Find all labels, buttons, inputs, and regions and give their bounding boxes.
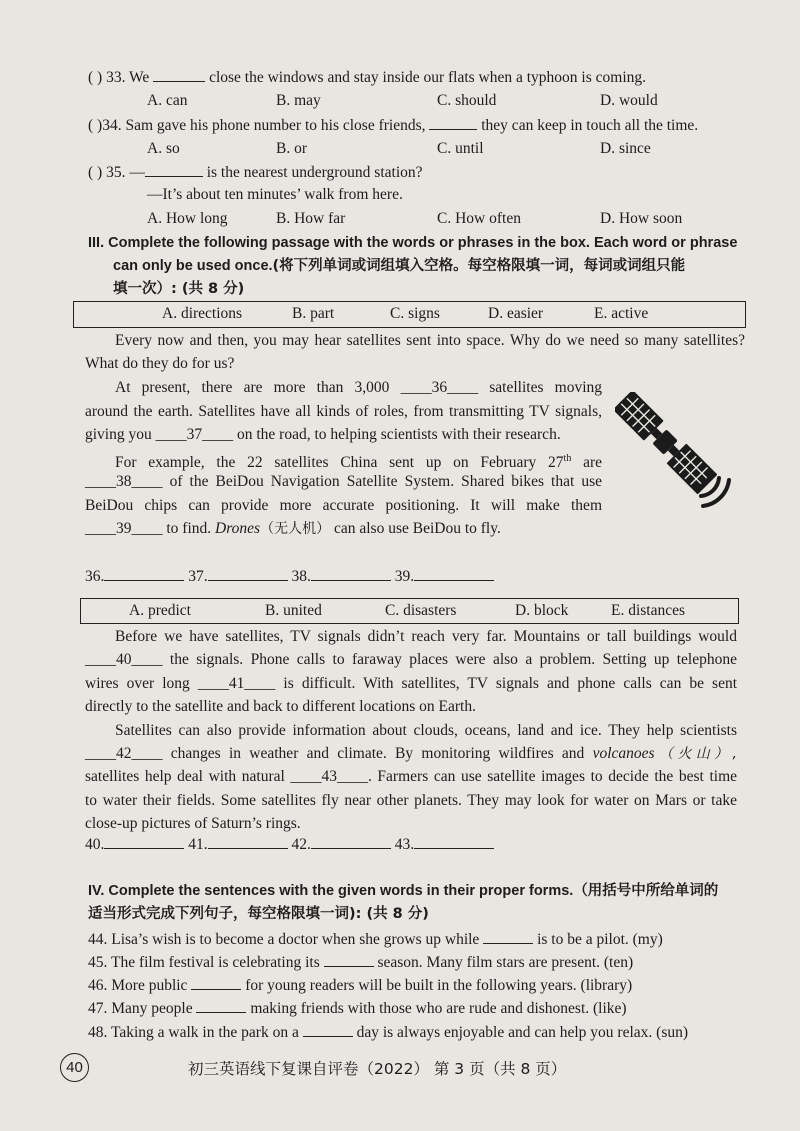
answer-number: 42. — [291, 836, 311, 853]
passage-text: the signals. Phone calls to faraway places were also a problem. Setting up telephone — [169, 651, 738, 668]
answer-blank[interactable] — [208, 566, 288, 581]
option-a: A. How long — [147, 210, 228, 227]
passage-text: changes in weather and climate. By monitoring wildfires and — [170, 745, 585, 762]
section-3-title-cn: (将下列单词或词组填入空格。每空格限填一词，每词或词组只能 — [272, 258, 686, 274]
answer-number: 39. — [394, 568, 415, 585]
section-4-title-line2: 适当形式完成下列句子，每空格限填一词): (共 8 分) — [88, 906, 429, 922]
sentence-46 — [88, 975, 632, 996]
blank-number: 38 — [116, 473, 132, 490]
word-box-item: A. predict — [129, 602, 191, 619]
answer-row-1 — [85, 566, 494, 587]
answer-blank[interactable] — [311, 566, 391, 581]
answer-blank[interactable] — [208, 834, 288, 849]
passage-cn: （无人机） — [260, 521, 331, 537]
blank-38[interactable]: ____38____ — [85, 473, 163, 490]
q35-stem-end: is the nearest underground station? — [206, 164, 423, 181]
passage-line — [85, 674, 737, 694]
option-d: D. would — [600, 92, 658, 109]
blank-37[interactable]: ____37____ — [155, 426, 234, 443]
word-box-item: B. united — [265, 602, 322, 619]
sentence-text: 47. Many people — [88, 1000, 193, 1017]
passage-line — [85, 767, 737, 787]
passage-text: satellites moving — [489, 379, 603, 396]
option-c: C. How often — [437, 210, 521, 227]
sentence-text: is to be a pilot. (my) — [537, 931, 663, 948]
passage-text: can also use BeiDou to fly. — [333, 520, 501, 537]
answer-number: 40. — [85, 836, 105, 853]
word-box-2 — [80, 598, 739, 624]
word-box-item: C. signs — [390, 305, 440, 322]
q33-stem-start: ( ) 33. We — [88, 69, 150, 86]
answer-blank[interactable] — [196, 998, 246, 1013]
answer-number: 37. — [188, 568, 208, 585]
section-4-title-en: IV. Complete the sentences with the given words in their proper forms. — [88, 883, 574, 899]
passage-line: Before we have satellites, TV signals didn’t reach very far. Mountains or tall buildings would — [115, 628, 737, 645]
passage-text: At present, there are more than 3,000 — [115, 379, 390, 396]
satellite-icon — [615, 392, 735, 517]
answer-blank[interactable] — [414, 566, 494, 581]
passage-line — [85, 425, 561, 445]
sentence-text: day is always enjoyable and can help you relax. (sun) — [356, 1024, 689, 1041]
option-a: A. can — [147, 92, 188, 109]
passage-text: For example, the 22 satellites China sent up on February 27 — [115, 454, 564, 472]
option-c: C. should — [437, 92, 497, 109]
answer-number: 43. — [394, 836, 415, 853]
q34-stem-end: they can keep in touch all the time. — [481, 117, 699, 134]
sentence-text: 46. More public — [88, 977, 188, 994]
answer-number: 36. — [85, 568, 105, 585]
passage-text: . Farmers can use satellite images to decide the best time — [367, 768, 738, 785]
answer-blank[interactable] — [429, 115, 477, 130]
option-b: B. or — [276, 140, 307, 157]
answer-blank[interactable] — [145, 162, 203, 177]
answer-row-2 — [85, 834, 494, 855]
answer-blank[interactable] — [104, 566, 184, 581]
superscript: th — [563, 453, 572, 464]
passage-italic: Drones — [215, 520, 261, 537]
passage-line: to water their fields. Some satellites fly near other planets. They may look for water on Mars or take — [85, 792, 737, 809]
blank-number: 41 — [228, 675, 245, 692]
passage-line: close-up pictures of Saturn’s rings. — [85, 815, 301, 832]
passage-text: are — [583, 454, 603, 472]
answer-blank[interactable] — [104, 834, 184, 849]
blank-36[interactable]: ____36____ — [400, 379, 479, 396]
passage-text: giving you — [85, 426, 152, 443]
blank-42[interactable]: ____42____ — [85, 745, 163, 762]
word-box-item: E. active — [594, 305, 649, 322]
passage-cn: （火山）, — [654, 746, 738, 762]
q33-stem-end: close the windows and stay inside our flats when a typhoon is coming. — [209, 69, 647, 86]
blank-41[interactable]: ____41____ — [197, 675, 276, 692]
answer-blank[interactable] — [303, 1022, 353, 1037]
blank-number: 39 — [116, 520, 132, 537]
passage-line — [85, 472, 602, 492]
question-33 — [88, 67, 646, 88]
word-box-item: D. easier — [488, 305, 544, 322]
passage-line — [85, 650, 737, 670]
section-3-title-en: can only be used once. — [113, 258, 273, 274]
passage-text: is difficult. With satellites, TV signals and phone calls can be sent — [283, 675, 738, 692]
option-b: B. may — [276, 92, 321, 109]
sentence-text: 44. Lisa’s wish is to become a doctor when she grows up while — [88, 931, 480, 948]
option-a: A. so — [147, 140, 180, 157]
passage-text: of the BeiDou Navigation Satellite System. Shared bikes that use — [169, 473, 602, 490]
passage-text: on the road, to helping scientists with their research. — [237, 426, 561, 443]
sentence-44 — [88, 929, 663, 950]
answer-blank[interactable] — [324, 952, 374, 967]
section-3-title-line3: 填一次）: (共 8 分) — [113, 281, 245, 297]
passage-text: to find. — [166, 520, 212, 537]
blank-43[interactable]: ____43____ — [290, 768, 368, 785]
answer-blank[interactable] — [414, 834, 494, 849]
passage-line: directly to the satellite and back to different locations on Earth. — [85, 698, 476, 715]
section-3-title: III. Complete the following passage with the words or phrases in the box. Each word or phrase — [88, 235, 738, 251]
word-box-item: A. directions — [162, 305, 243, 322]
passage-text: wires over long — [85, 675, 190, 692]
word-box-1 — [73, 301, 746, 328]
passage-line: around the earth. Satellites have all kinds of roles, from transmitting TV signals, — [85, 403, 602, 420]
blank-number: 37 — [186, 426, 203, 443]
word-box-item: D. block — [515, 602, 569, 619]
answer-blank[interactable] — [191, 975, 241, 990]
q35-stem-start: ( ) 35. — — [88, 164, 145, 181]
blank-number: 40 — [116, 651, 132, 668]
section-4-title-cn: （用括号中所给单词的 — [573, 883, 719, 899]
sentence-text: 45. The film festival is celebrating its — [88, 954, 320, 971]
page-footer: 初三英语线下复课自评卷（2022） 第 3 页（共 8 页） — [188, 1060, 567, 1078]
passage-text: satellites help deal with natural — [85, 768, 285, 785]
blank-40[interactable]: ____40____ — [85, 651, 163, 668]
question-34 — [88, 115, 698, 136]
q35-reply: —It’s about ten minutes’ walk from here. — [147, 186, 403, 203]
answer-number: 38. — [291, 568, 311, 585]
word-box-item: C. disasters — [385, 602, 457, 619]
blank-number: 42 — [116, 745, 132, 762]
passage-line: BeiDou chips can provide more accurate positioning. It will make them — [85, 497, 602, 514]
sentence-45 — [88, 952, 633, 973]
sentence-text: season. Many film stars are present. (ten) — [377, 954, 634, 971]
answer-blank[interactable] — [311, 834, 391, 849]
passage-line — [115, 378, 602, 398]
passage-italic: volcanoes — [592, 745, 655, 762]
passage-line: Satellites can also provide information about clouds, oceans, land and ice. They help scientists — [115, 722, 737, 739]
q34-stem-start: ( )34. Sam gave his phone number to his close friends, — [88, 117, 426, 134]
sentence-text: 48. Taking a walk in the park on a — [88, 1024, 299, 1041]
answer-blank[interactable] — [153, 67, 205, 82]
option-d: D. since — [600, 140, 651, 157]
option-c: C. until — [437, 140, 484, 157]
sentence-47 — [88, 998, 627, 1019]
section-4-title — [88, 881, 718, 901]
word-box-item: E. distances — [611, 602, 686, 619]
passage-line — [85, 744, 737, 764]
answer-blank[interactable] — [483, 929, 533, 944]
page-badge: 40 — [60, 1053, 89, 1082]
passage-line — [115, 449, 602, 473]
option-b: B. How far — [276, 210, 346, 227]
option-d: D. How soon — [600, 210, 683, 227]
section-3-title-line2 — [113, 256, 685, 276]
sentence-48 — [88, 1022, 688, 1043]
blank-number: 43 — [321, 768, 337, 785]
passage-line: What do they do for us? — [85, 355, 235, 372]
sentence-text: for young readers will be built in the following years. (library) — [245, 977, 633, 994]
word-box-item: B. part — [292, 305, 335, 322]
passage-line: Every now and then, you may hear satellites sent into space. Why do we need so many satellites? — [115, 332, 745, 349]
sentence-text: making friends with those who are rude and dishonest. (like) — [250, 1000, 627, 1017]
blank-39[interactable]: ____39____ — [85, 520, 163, 537]
answer-number: 41. — [188, 836, 208, 853]
blank-number: 36 — [431, 379, 448, 396]
passage-line — [85, 519, 501, 539]
question-35 — [88, 162, 423, 183]
